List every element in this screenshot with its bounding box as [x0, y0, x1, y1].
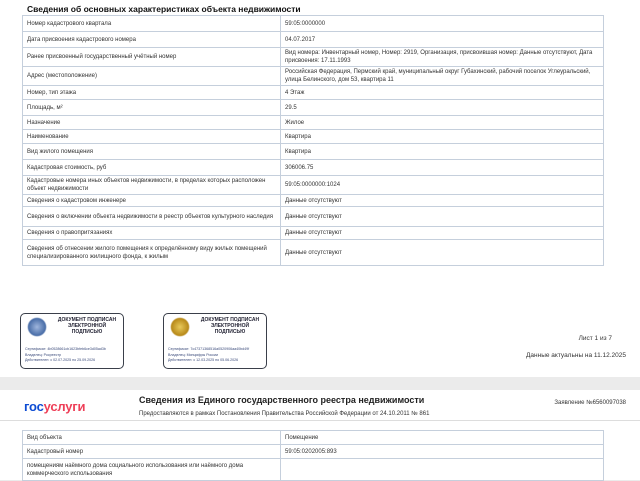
- table-row: [23, 445, 604, 459]
- row-value: Данные отсутствуют: [281, 207, 604, 227]
- gosuslugi-logo: [24, 399, 85, 414]
- row-label: Кадастровая стоимость, руб: [23, 160, 281, 176]
- table-row: [23, 431, 604, 445]
- section-title: Сведения об основных характеристиках объекта недвижимости: [27, 4, 301, 14]
- document-title: Сведения из Единого государственного реестра недвижимости: [139, 395, 425, 405]
- row-value: 59:05:0000000: [281, 16, 604, 32]
- row-label: Назначение: [23, 116, 281, 130]
- row-label: Площадь, м²: [23, 100, 281, 116]
- object-table: [22, 430, 604, 481]
- table-row: [23, 116, 604, 130]
- row-value: Жилое: [281, 116, 604, 130]
- row-label: помещениям наёмного дома социального использования или наёмного дома коммерческого использования: [23, 459, 281, 481]
- row-label: Адрес (местоположение): [23, 67, 281, 86]
- stamp-heading: ДОКУМЕНТ ПОДПИСАН ЭЛЕКТРОННОЙ ПОДПИСЬЮ: [57, 317, 117, 335]
- row-value: Помещение: [281, 431, 604, 445]
- divider: [0, 420, 640, 421]
- row-value: Квартира: [281, 130, 604, 144]
- row-label: Вид объекта: [23, 431, 281, 445]
- stamp-heading: ДОКУМЕНТ ПОДПИСАН ЭЛЕКТРОННОЙ ПОДПИСЬЮ: [200, 317, 260, 335]
- row-label: Сведения о кадастровом инженере: [23, 195, 281, 207]
- table-row: [23, 67, 604, 86]
- row-value: 04.07.2017: [281, 32, 604, 48]
- application-number: Заявление №6560097038: [554, 400, 626, 406]
- row-label: Сведения о включении объекта недвижимости в реестр объектов культурного наследия: [23, 207, 281, 227]
- row-label: Номер кадастрового квартала: [23, 16, 281, 32]
- row-value: Вид номера: Инвентарный номер, Номер: 2919, Организация, присвоившая номер: Данные отсутствуют, Дата присвоения: 17.11.1993: [281, 48, 604, 67]
- row-value: 29.5: [281, 100, 604, 116]
- table-row: [23, 195, 604, 207]
- row-label: Кадастровый номер: [23, 445, 281, 459]
- row-value: 4 Этаж: [281, 86, 604, 100]
- row-label: Номер, тип этажа: [23, 86, 281, 100]
- signature-stamp-mincifry: [163, 313, 267, 369]
- stamp-cert: Сертификат: 4b0528661cb1623bfeb6ce3d05ad3b: [25, 347, 106, 351]
- stamp-cert: Сертификат: 7c47371368516a0520906aa40bd49f: [168, 347, 250, 351]
- table-row: [23, 16, 604, 32]
- document-page-2: [0, 390, 640, 480]
- row-value: Квартира: [281, 144, 604, 160]
- row-label: Вид жилого помещения: [23, 144, 281, 160]
- row-value: Российская Федерация, Пермский край, муниципальный округ Губахинский, рабочий поселок Углеуральский, улица Белинского, дом 53, квартира 11: [281, 67, 604, 86]
- coat-of-arms-icon: [170, 317, 190, 337]
- stamp-owner: Владелец: Минцифры России: [168, 352, 219, 357]
- row-value: Данные отсутствуют: [281, 227, 604, 240]
- row-label: Кадастровые номера иных объектов недвижимости, в пределах которых расположен объект недвижимости: [23, 176, 281, 195]
- stamp-valid: Действителен: с 02.07.2025 по 25.09.2026: [25, 358, 96, 362]
- row-label: Сведения о правопритязаниях: [23, 227, 281, 240]
- row-label: Сведения об отнесении жилого помещения к определённому виду жилых помещений специализированного жилищного фонда, к жилым: [23, 240, 281, 266]
- row-label: Дата присвоения кадастрового номера: [23, 32, 281, 48]
- row-label: Ранее присвоенный государственный учётный номер: [23, 48, 281, 67]
- table-row: [23, 176, 604, 195]
- table-row: [23, 459, 604, 481]
- row-value: 59:05:0000000:1024: [281, 176, 604, 195]
- table-row: [23, 160, 604, 176]
- data-actual-date: Данные актуальны на 11.12.2025: [526, 352, 626, 359]
- document-subtitle: Предоставляются в рамках Постановления Правительства Российской Федерации от 24.10.2011 № 861: [139, 411, 430, 417]
- characteristics-table: [22, 15, 604, 266]
- logo-part: услуги: [43, 399, 86, 414]
- table-row: [23, 100, 604, 116]
- row-value: [281, 459, 604, 481]
- row-value: Данные отсутствуют: [281, 195, 604, 207]
- rosreestr-emblem-icon: [27, 317, 47, 337]
- logo-part: гос: [24, 399, 44, 414]
- table-row: [23, 240, 604, 266]
- table-row: [23, 207, 604, 227]
- row-value: Данные отсутствуют: [281, 240, 604, 266]
- stamp-owner: Владелец: Росреестр: [25, 352, 62, 357]
- signature-stamp-rosreestr: [20, 313, 124, 369]
- row-label: Наименование: [23, 130, 281, 144]
- row-value: 306006.75: [281, 160, 604, 176]
- table-row: [23, 130, 604, 144]
- table-row: [23, 144, 604, 160]
- row-value: 59:05:0202005:893: [281, 445, 604, 459]
- sheet-number: Лист 1 из 7: [578, 335, 612, 342]
- table-row: [23, 227, 604, 240]
- table-row: [23, 86, 604, 100]
- stamp-valid: Действителен: с 12.03.2025 по 05.06.2026: [168, 358, 239, 362]
- table-row: [23, 48, 604, 67]
- table-row: [23, 32, 604, 48]
